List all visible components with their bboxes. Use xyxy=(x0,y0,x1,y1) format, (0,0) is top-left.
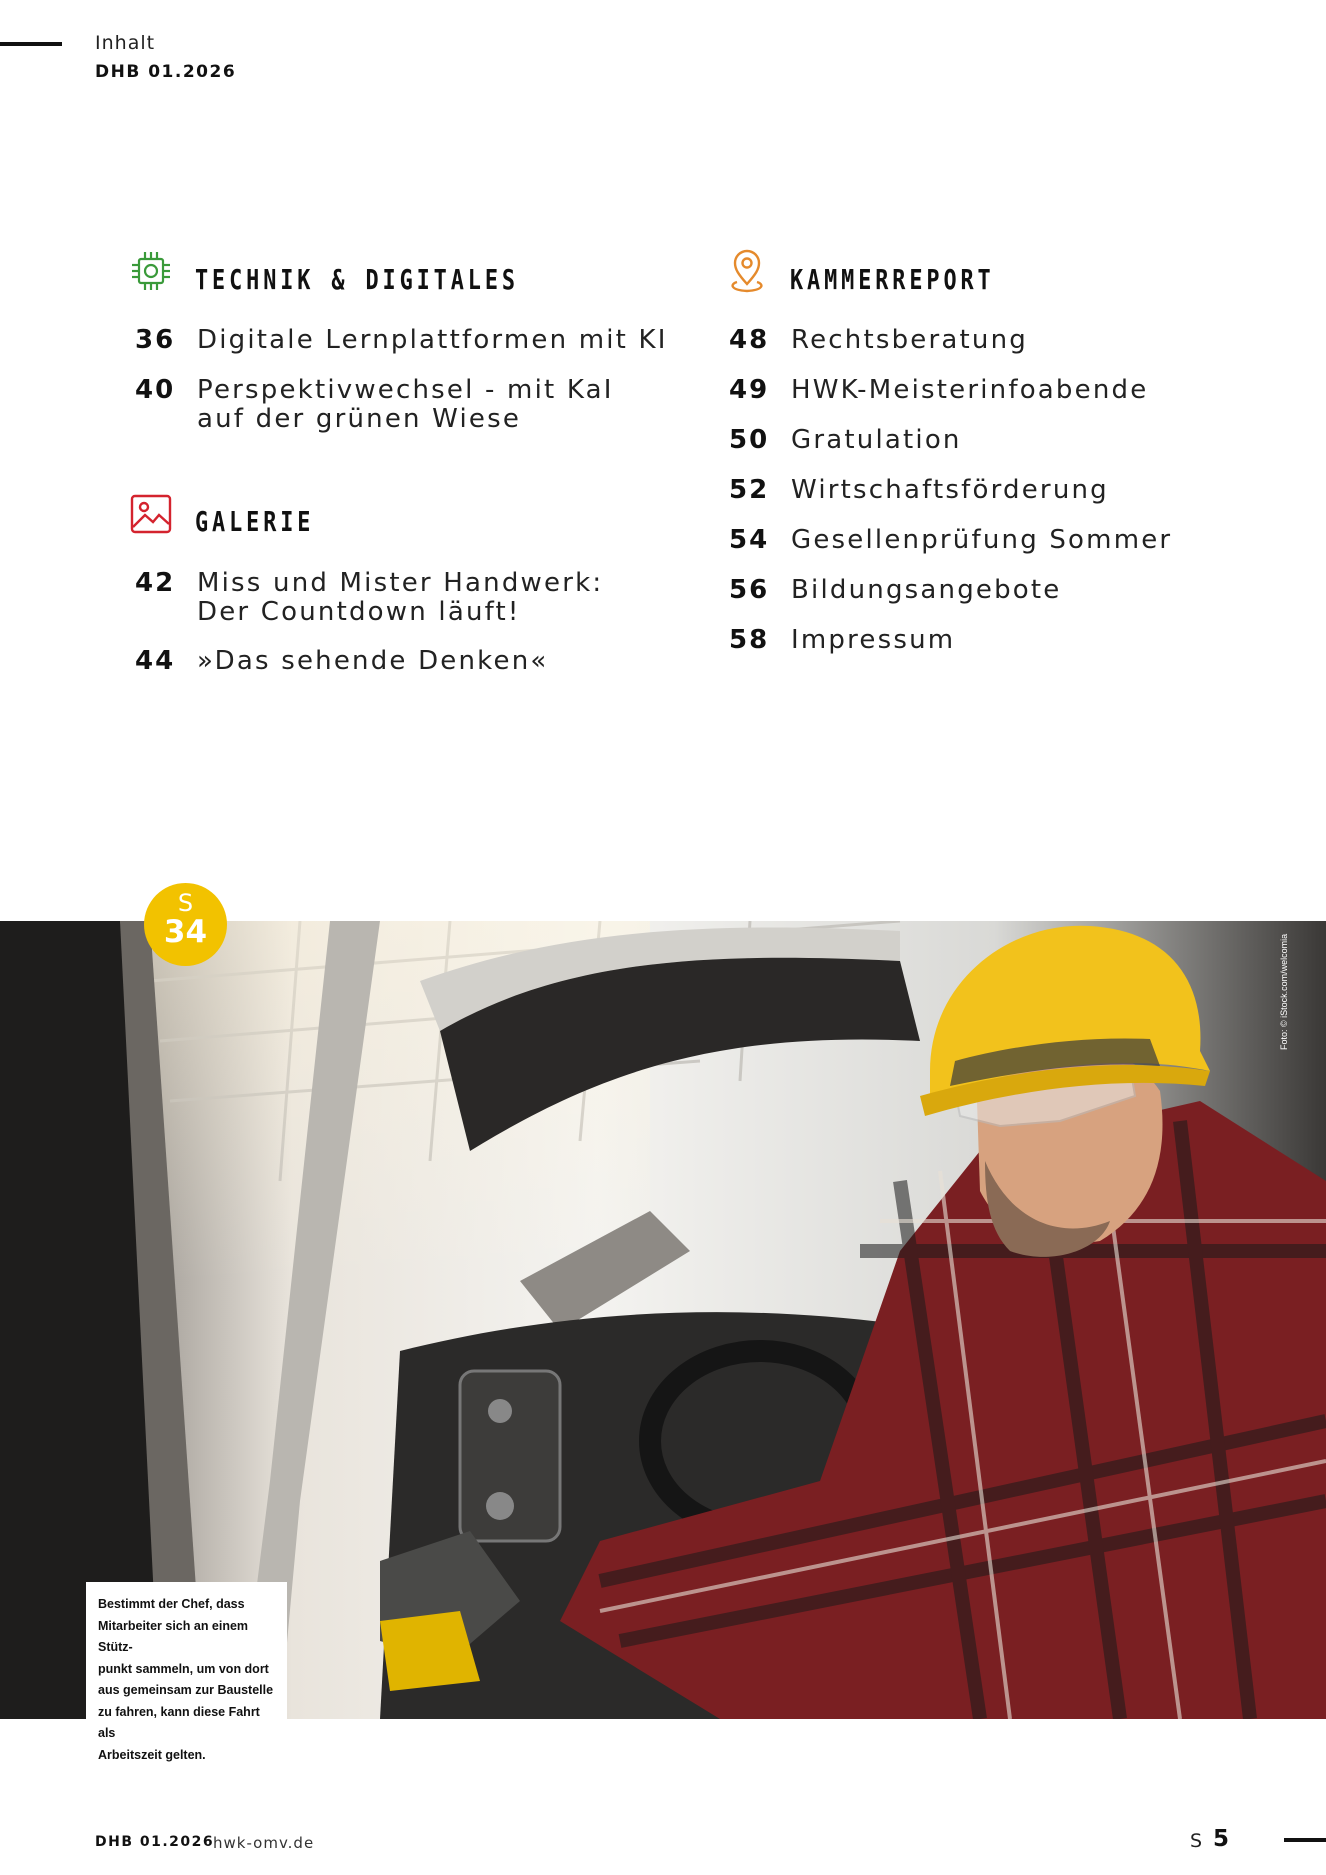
toc-entry-title: Gratulation xyxy=(791,425,962,455)
caption-line-2: Mitarbeiter sich an einem Stütz- xyxy=(98,1618,249,1654)
toc-entry-42[interactable] xyxy=(135,569,603,627)
caption-line-3: punkt sammeln, um von dort xyxy=(98,1661,269,1676)
toc-entry-48[interactable] xyxy=(729,326,1028,355)
footer-rule xyxy=(1284,1838,1326,1842)
toc-page-number: 40 xyxy=(135,375,176,405)
toc-entry-52[interactable] xyxy=(729,476,1109,505)
caption-line-6: Arbeitszeit gelten. xyxy=(98,1747,206,1762)
toc-entry-title: Rechtsberatung xyxy=(791,325,1028,355)
toc-entry-40[interactable] xyxy=(135,376,614,434)
toc-entry-title: »Das sehende Denken« xyxy=(197,646,549,676)
toc-page-number: 58 xyxy=(729,625,770,655)
toc-entry-title-line-1: Miss und Mister Handwerk: xyxy=(197,568,604,598)
caption-line-4: aus gemeinsam zur Baustelle xyxy=(98,1683,274,1697)
toc-page-number: 54 xyxy=(729,525,770,555)
image-icon xyxy=(130,493,172,535)
badge-s-label: S xyxy=(177,889,194,917)
header-issue-label: DHB 01.2026 xyxy=(95,62,237,82)
header-rule xyxy=(0,42,62,46)
toc-entry-58[interactable] xyxy=(729,626,955,655)
toc-page-number: 44 xyxy=(135,646,176,676)
toc-entry-title-line-2: auf der grünen Wiese xyxy=(197,404,522,434)
toc-page-number: 42 xyxy=(135,568,176,598)
photo-credit xyxy=(1279,933,1295,1050)
section-title-technik: TECHNIK & DIGITALES xyxy=(195,263,519,296)
footer-page-number: 5 xyxy=(1213,1826,1230,1852)
toc-page-number: 49 xyxy=(729,375,770,405)
toc-entry-56[interactable] xyxy=(729,576,1062,605)
toc-entry-title: HWK-Meisterinfoabende xyxy=(791,375,1149,405)
page-badge[interactable] xyxy=(144,883,227,966)
toc-entry-50[interactable] xyxy=(729,426,962,455)
toc-page-number: 56 xyxy=(729,575,770,605)
photo-credit-text: Foto: © iStock.com/welcomia xyxy=(1279,933,1289,1050)
header-section-label: Inhalt xyxy=(95,32,156,54)
toc-entry-title: Impressum xyxy=(791,625,956,655)
toc-page-number: 52 xyxy=(729,475,770,505)
toc-page-number: 36 xyxy=(135,325,176,355)
toc-entry-36[interactable] xyxy=(135,326,668,355)
section-title-kammerreport: KAMMERREPORT xyxy=(790,263,995,296)
toc-entry-49[interactable] xyxy=(729,376,1148,405)
footer-url-link[interactable]: hwk-omv.de xyxy=(213,1834,315,1852)
location-pin-icon xyxy=(726,248,768,294)
toc-entry-title-line-1: Perspektivwechsel - mit KaI xyxy=(197,375,614,405)
toc-page-number: 50 xyxy=(729,425,770,455)
caption-line-1: Bestimmt der Chef, dass xyxy=(98,1597,245,1611)
badge-page-number: 34 xyxy=(163,914,208,950)
footer-issue: DHB 01.2026 xyxy=(95,1834,215,1850)
section-title-galerie: GALERIE xyxy=(195,505,315,538)
toc-entry-title: Digitale Lernplattformen mit KI xyxy=(197,325,668,355)
toc-entry-44[interactable] xyxy=(135,647,548,676)
toc-page-number: 48 xyxy=(729,325,770,355)
toc-entry-title: Gesellenprüfung Sommer xyxy=(791,525,1173,555)
photo-caption xyxy=(86,1582,287,1762)
toc-entry-title: Wirtschaftsförderung xyxy=(791,475,1109,505)
footer-s-label: S xyxy=(1190,1830,1203,1852)
toc-entry-54[interactable] xyxy=(729,526,1172,555)
toc-entry-title-line-2: Der Countdown läuft! xyxy=(197,597,521,627)
toc-entry-title: Bildungsangebote xyxy=(791,575,1062,605)
chip-icon xyxy=(130,250,172,292)
caption-line-5: zu fahren, kann diese Fahrt als xyxy=(98,1704,260,1740)
